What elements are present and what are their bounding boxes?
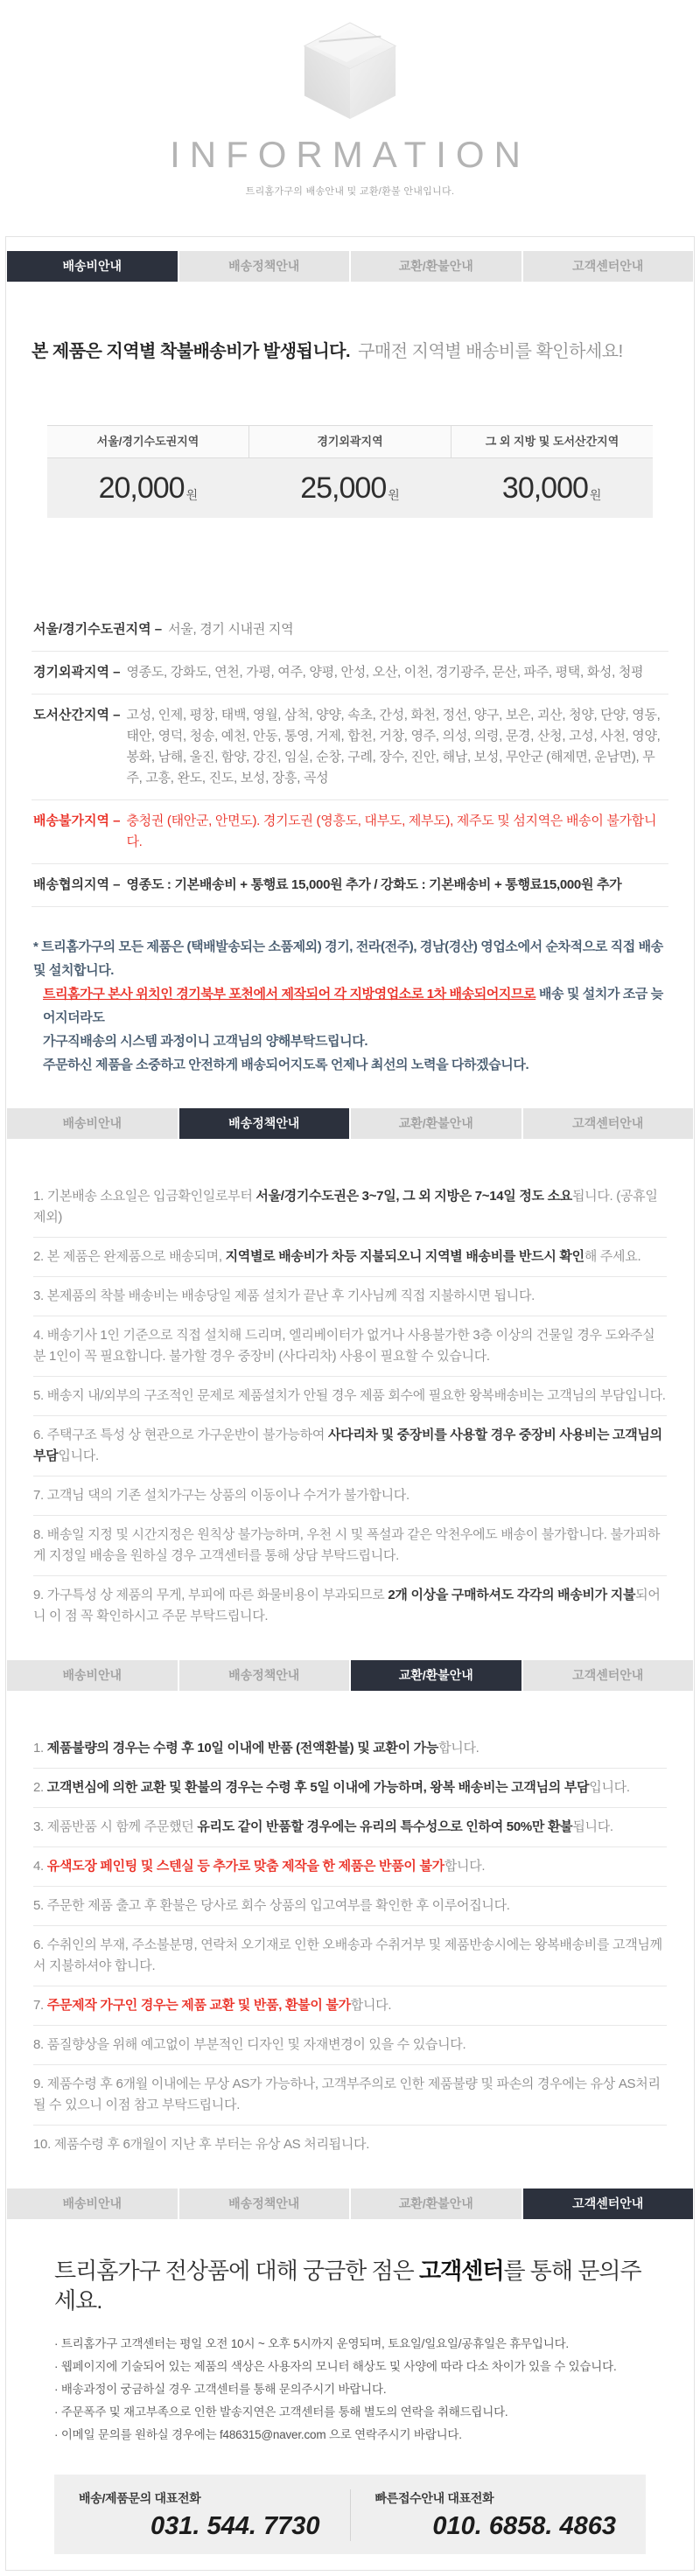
text-segment: 8. 품질향상을 위해 예고없이 부분적인 디자인 및 자재변경이 있을 수 있습니다. [33,2037,466,2052]
fee-price-number: 25,000 [300,471,387,505]
region-text: 충청권 (태안군, 안면도). 경기도권 (영흥도, 대부도, 제부도), 제주도 및 섬지역은 배송이 불가합니다. [126,813,657,849]
list-item [33,1729,667,1769]
text-segment: 됩니다. [572,1819,613,1834]
tab-bar-shipping-fee [7,251,693,282]
page-title: INFORMATION [170,134,530,175]
tab-shipping-fee[interactable]: 배송비안내 [7,1108,178,1139]
list-item [33,1177,667,1238]
text-segment: 배송 및 설치가 조금 늦어지더라도 [43,987,663,1025]
region-row [32,800,668,864]
phone-card [350,2489,647,2541]
text-segment: 5. 주문한 제품 출고 후 환불은 당사로 회수 상품의 입고여부를 확인한 후 이루어집니다. [33,1898,510,1913]
phone-card [54,2489,350,2541]
tab-shipping-policy[interactable]: 배송정책안내 [179,251,350,282]
text-segment: 7. 고객님 댁의 기존 설치가구는 상품의 이동이나 수거가 불가합니다. [33,1488,410,1503]
section-customer-center [7,2256,693,2554]
region-row [32,652,668,695]
text-segment: 9. 제품수령 후 6개월 이내에는 무상 AS가 가능하나, 고객부주의로 인한 제품불량 및 파손의 경우에는 유상 AS처리될 수 있으니 이점 참고 부탁드립니다. [33,2077,661,2112]
list-item [33,1238,667,1277]
text-segment: 3. 제품반품 시 함께 주문했던 [33,1819,198,1834]
fee-table-value-row [47,458,653,518]
list-item [33,1416,667,1476]
headline-gray: 구매전 지역별 배송비를 확인하세요! [358,342,623,361]
tab-shipping-policy[interactable]: 배송정책안내 [179,1108,350,1139]
text-segment: 6. 수취인의 부재, 주소불분명, 연락처 오기재로 인한 오배송과 수취거부 및 제품반송시에는 왕복배송비를 고객님께서 지불하셔야 합니다. [33,1937,662,1973]
phone-label: 배송/제품문의 대표전화 [79,2491,201,2505]
fee-price [47,458,249,518]
tab-exchange-refund[interactable]: 교환/환불안내 [351,1108,522,1139]
text-segment: * 트리홈가구의 모든 제품은 (택배발송되는 소품제외) 경기, 전라(전주), 경남(경산) 영업소에서 순차적으로 직접 배송 및 설치합니다. [33,939,663,978]
exchange-refund-list [33,1729,667,2164]
text-segment: 되어니 이 점 꼭 확인하시고 주문 부탁드립니다. [33,1588,661,1623]
fee-price-number: 20,000 [98,471,185,505]
section-shipping-policy [7,1177,693,1636]
bullet-item: · 주문폭주 및 재고부족으로 인한 발송지연은 고객센터를 통해 별도의 연락을 취해드립니다. [54,2405,508,2419]
text-segment: 7. [33,1998,47,2013]
notice-line [33,935,667,982]
list-item [33,2065,667,2126]
phone-box [54,2475,646,2554]
region-label: 배송협의지역 – [33,877,121,892]
customer-center-headline [54,2256,646,2315]
fee-price-unit: 원 [388,488,400,502]
text-segment: 2개 이상을 구매하셔도 각각의 배송비가 지불 [388,1588,636,1602]
list-item [33,1476,667,1516]
list-item [33,1576,667,1636]
fee-column-header: 그 외 지방 및 도서산간지역 [451,426,653,457]
notice-line [33,1053,667,1077]
fee-price [249,458,452,518]
shipping-fee-table [47,425,653,518]
page-header [0,0,700,236]
region-text: 고성, 인제, 평창, 태백, 영월, 삼척, 양양, 속초, 간성, 화천, 정선, 양구, 보은, 괴산, 청양, 단양, 영동, 태안, 영덕, 청송, 예천, 안동, 통영, 거제, 합천, 거창, 영주, 의성, 의령, 문경, 산청, 고성, 사천, 영양, 봉화, 남해, 울진, 함양, 강진, 임실, 순창, 구례, 장수, 진안, 해남, 보성, 무안군 (해제면, 운남면), 무주, 고흥, 완도, 진도, 보성, 장흥, 곡성 [126,708,661,785]
text-segment: 를 통해 문의주세요. [54,2258,641,2314]
section-exchange-refund [7,1729,693,2164]
region-label: 경기외곽지역 – [33,665,121,680]
list-item [33,1847,667,1887]
tab-customer-center[interactable]: 고객센터안내 [523,1660,694,1691]
list-item [33,2126,667,2164]
tab-customer-center[interactable]: 고객센터안내 [523,251,694,282]
text-segment: 3. 본제품의 착불 배송비는 배송당일 제품 설치가 끝난 후 기사님께 직접 지불하시면 됩니다. [33,1288,536,1303]
list-item [33,1377,667,1416]
text-segment: 합니다. [444,1859,486,1874]
fee-column-header: 서울/경기수도권지역 [96,435,200,448]
text-segment: 9. 가구특성 상 제품의 무게, 부피에 따른 화물비용이 부과되므로 [33,1588,388,1602]
fee-price [451,458,653,518]
tab-exchange-refund[interactable]: 교환/환불안내 [351,251,522,282]
shipping-fee-headline [32,339,668,364]
notice-line [33,1030,667,1053]
tab-bar-customer-center [7,2189,693,2219]
region-list [32,609,668,907]
region-text: 영종도, 강화도, 연천, 가평, 여주, 양평, 안성, 오산, 이천, 경기광주, 문산, 파주, 평택, 화성, 청평 [126,665,644,680]
page-subtitle: 트리홈가구의 배송안내 및 교환/환불 안내입니다. [245,186,455,197]
text-segment: 가구직배송의 시스템 과정이니 고객님의 양해부탁드립니다. [43,1034,368,1049]
list-item [33,1316,667,1377]
list-item [33,1986,667,2026]
list-item [33,1516,667,1576]
text-segment: 유리도 같이 반품할 경우에는 유리의 특수성으로 인하여 50%만 환불 [197,1819,573,1834]
tab-customer-center[interactable]: 고객센터안내 [523,2189,694,2219]
region-row [32,609,668,652]
region-row [32,695,668,800]
text-segment: 유색도장 페인팅 및 스텐실 등 추가로 맞춤 제작을 한 제품은 반품이 불가 [46,1859,444,1874]
list-item [33,1926,667,1986]
text-segment: 합니다. [350,1998,392,2013]
region-text: 영종도 : 기본배송비 + 통행료 15,000원 추가 / 강화도 : 기본배송비 + 통행료15,000원 추가 [126,877,622,892]
text-segment: 1. 기본배송 소요일은 입금확인일로부터 [33,1189,256,1204]
bullet-item: · 웹페이지에 기술되어 있는 제품의 색상은 사용자의 모니터 해상도 및 사양에 따라 다소 차이가 있을 수 있습니다. [54,2360,617,2373]
text-segment: 4. 배송기사 1인 기준으로 직접 설치해 드리며, 엘리베이터가 없거나 사용불가한 3층 이상의 건물일 경우 도와주실 분 1인이 꼭 필요합니다. 불가할 경우 중장비 (사다리차) 사용이 필요할 수 있습니다. [33,1328,655,1364]
notice-line [33,982,667,1030]
tab-shipping-policy[interactable]: 배송정책안내 [179,2189,350,2219]
text-segment: 입니다. [589,1780,630,1795]
phone-label: 빠른접수안내 대표전화 [374,2491,494,2505]
phone-number: 031. 544. 7730 [150,2512,320,2540]
text-segment: 제품불량의 경우는 수령 후 10일 이내에 반품 (전액환불) 및 교환이 가능 [46,1741,439,1756]
bullet-item: · 배송과정이 궁금하실 경우 고객센터를 통해 문의주시기 바랍니다. [54,2383,387,2396]
text-segment: 트리홈가구 전상품에 대해 궁금한 점은 [54,2258,419,2284]
text-segment: 사다리차 및 중장비를 사용할 경우 중장비 사용비는 고객님의 부담 [33,1428,662,1463]
package-box-icon [298,17,402,125]
text-segment: 주문제작 가구인 경우는 제품 교환 및 반품, 환불이 불가 [46,1998,351,2013]
tab-exchange-refund[interactable]: 교환/환불안내 [351,1660,522,1691]
text-segment: 주문하신 제품을 소중하고 안전하게 배송되어지도록 언제나 최선의 노력을 다하겠습니다. [43,1058,529,1072]
section-shipping-fee [7,339,693,1108]
tab-exchange-refund[interactable]: 교환/환불안내 [351,2189,522,2219]
content-frame [5,236,695,2571]
region-label: 배송불가지역 – [33,813,121,828]
customer-center-bullets [54,2333,646,2447]
text-segment: 2. [33,1780,47,1795]
tab-shipping-fee[interactable]: 배송비안내 [7,1660,178,1691]
text-segment: 8. 배송일 지정 및 시간지정은 원칙상 불가능하며, 우천 시 및 폭설과 같은 악천우에도 배송이 불가합니다. 불가피하게 지정일 배송을 원하실 경우 고객센터를 통해 상담 부탁드립니다. [33,1527,661,1563]
text-segment: 해 주세요. [584,1249,641,1264]
delivery-notice [32,935,668,1108]
region-text: 서울, 경기 시내권 지역 [168,622,294,637]
text-segment: 고객센터 [418,2258,504,2284]
fee-table-header-row [47,425,653,458]
region-label: 서울/경기수도권지역 – [33,622,163,637]
text-segment: 6. 주택구조 특성 상 현관으로 가구운반이 불가능하여 [33,1428,328,1442]
text-segment: 고객변심에 의한 교환 및 환불의 경우는 수령 후 5일 이내에 가능하며, 왕복 배송비는 고객님의 부담 [46,1780,590,1795]
text-segment: 지역별로 배송비가 차등 지불되오니 지역별 배송비를 반드시 확인 [225,1249,584,1264]
text-segment: 4. [33,1859,47,1874]
text-segment: 2. 본 제품은 완제품으로 배송되며, [33,1249,226,1264]
list-item [33,2026,667,2065]
list-item [33,1277,667,1316]
fee-column-header: 경기외곽지역 [248,426,451,457]
list-item [33,1769,667,1808]
text-segment: 1. [33,1741,47,1756]
phone-number: 010. 6858. 4863 [432,2512,616,2540]
tab-bar-shipping-policy [7,1108,693,1139]
tab-shipping-fee[interactable]: 배송비안내 [7,2189,178,2219]
region-row [32,864,668,907]
tab-customer-center[interactable]: 고객센터안내 [523,1108,694,1139]
list-item [33,1808,667,1847]
text-segment: 5. 배송지 내/외부의 구조적인 문제로 제품설치가 안될 경우 제품 회수에 필요한 왕복배송비는 고객님의 부담입니다. [33,1388,666,1403]
tab-shipping-policy[interactable]: 배송정책안내 [179,1660,350,1691]
fee-price-number: 30,000 [501,471,588,505]
fee-price-unit: 원 [589,488,602,502]
tab-bar-exchange-refund [7,1660,693,1691]
text-segment: 트리홈가구 본사 위치인 경기북부 포천에서 제작되어 각 지방영업소로 1차 배송되어지므로 [43,987,536,1002]
shipping-policy-list [33,1177,667,1636]
tab-shipping-fee[interactable]: 배송비안내 [7,251,178,282]
text-segment: 합니다. [438,1741,480,1756]
fee-price-unit: 원 [186,488,199,502]
bullet-item: · 이메일 문의를 원하실 경우에는 f486315@naver.com 으로 연락주시기 바랍니다. [54,2428,462,2441]
text-segment: 서울/경기수도권은 3~7일, 그 외 지방은 7~14일 정도 소요 [256,1189,572,1204]
text-segment: 입니다. [58,1449,99,1463]
region-label: 도서산간지역 – [33,708,121,723]
list-item [33,1887,667,1926]
text-segment: 됩니다. (공휴일 제외) [33,1189,658,1225]
bullet-item: · 트리홈가구 고객센터는 평일 오전 10시 ~ 오후 5시까지 운영되며, 토요일/일요일/공휴일은 휴무입니다. [54,2337,569,2350]
text-segment: 10. 제품수령 후 6개월이 지난 후 부터는 유상 AS 처리됩니다. [33,2137,370,2152]
headline-bold: 본 제품은 지역별 착불배송비가 발생됩니다. [32,342,351,361]
